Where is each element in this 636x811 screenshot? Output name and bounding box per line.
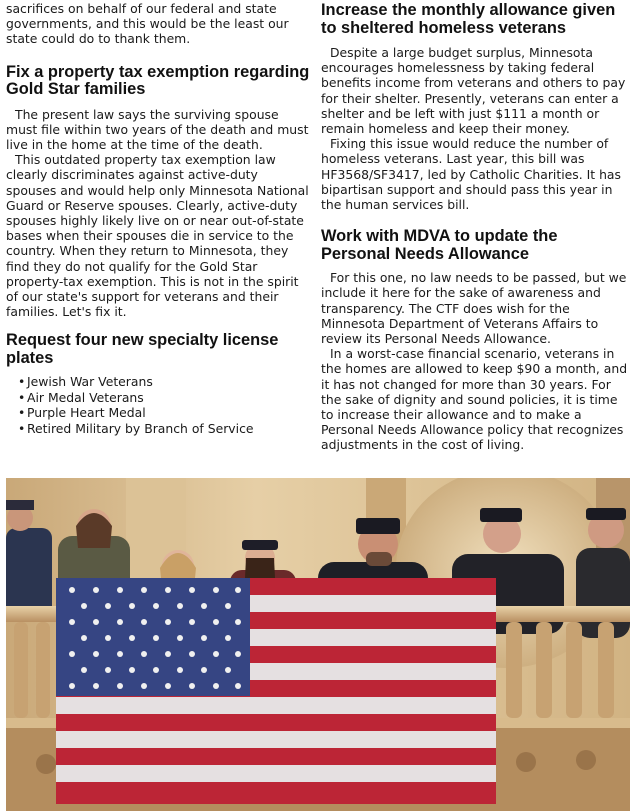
license-plates-list [6,374,310,436]
property-tax-paragraph-2: This outdated property tax exemption law clearly discriminates against active-duty spouses and would help only Minnesota National Guard or Reserve spouses. Clearly, active-duty spouses highly likely live on or near out-of-state bases when their spouses die in service to the country. When they return to Minnesota, they find they do not qualify for the Gold Star property-tax exemption. This is not in the spirit of our state's support for veterans and their families. Let's fix it. [6,152,309,320]
intro-paragraph: sacrifices on behalf of our federal and state governments, and this would be the least our state could do to thank them. [6,1,289,47]
list-item: • Jewish War Veterans [18,374,310,390]
cap [480,508,522,522]
license-plates-heading: Request four new specialty license plates [6,331,279,367]
cap [6,500,34,510]
capitol-balcony-photo [6,478,630,811]
mdva-heading: Work with MDVA to update the Personal Needs Allowance [321,227,558,263]
cap [242,540,278,550]
mdva-paragraph-1: For this one, no law needs to be passed, but we include it here for the sake of awareness and transparency. The CTF does wish for the Minnesota Department of Veterans Affairs to review its Personal Needs Allowance. [321,270,627,347]
cap [586,508,626,520]
beard [366,552,392,566]
list-item: • Purple Heart Medal [18,405,310,421]
list-item: • Retired Military by Branch of Service [18,421,310,437]
american-flag [56,578,496,804]
list-item: • Air Medal Veterans [18,390,310,406]
homeless-allowance-heading: Increase the monthly allowance given to sheltered homeless veterans [321,1,616,37]
property-tax-heading: Fix a property tax exemption regarding Gold Star families [6,62,310,99]
mdva-paragraph-2: In a worst-case financial scenario, veterans in the homes are allowed to keep $90 a month, and it has not changed for more than 30 years. For the sake of dignity and sound policies, it is time to increase their allowance and to make a Personal Needs Allowance policy that recognizes adjustments in the cost of living. [321,346,628,453]
homeless-allowance-paragraph-2: Fixing this issue would reduce the number of homeless veterans. Last year, this bill was HF3568/SF3417, led by Catholic Charities. It has bipartisan support and should pass this year in the human services bill. [321,136,621,213]
homeless-allowance-paragraph-1: Despite a large budget surplus, Minnesota encourages homelessness by taking federal benefits income from veterans and others to pay for their shelter. Presently, veterans can enter a shelter and be left with just $111 a month or remain homeless and keep their money. [321,45,626,137]
person-body [6,528,52,618]
right-column [321,0,631,453]
left-column [6,0,310,436]
cap [356,518,400,534]
property-tax-paragraph-1: The present law says the surviving spouse must file within two years of the death and must live in the home at the time of the death. [6,106,309,153]
